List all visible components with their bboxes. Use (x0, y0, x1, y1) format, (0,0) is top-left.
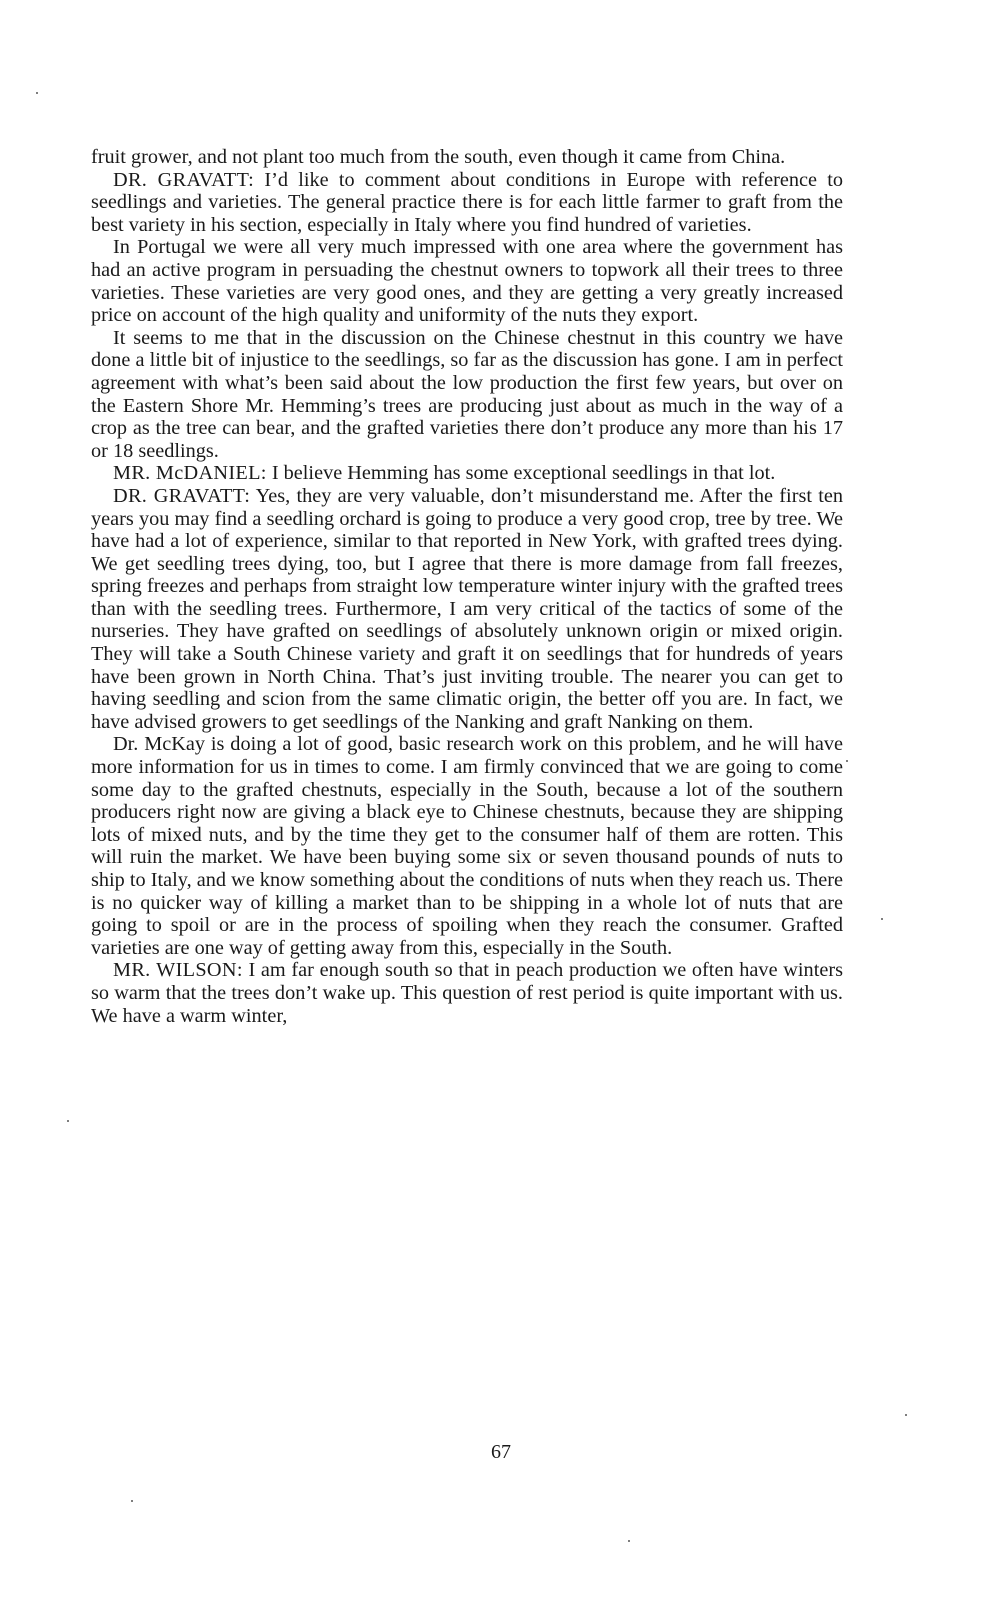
speaker-label: DR. GRAVATT: (113, 168, 255, 191)
scan-speck (881, 918, 883, 920)
paragraph-text: fruit grower, and not plant too much from the south, even though it came from China. (91, 146, 786, 168)
paragraph-5 (91, 462, 843, 485)
paragraph-1 (91, 146, 843, 169)
paragraph-3 (91, 236, 843, 326)
paragraph-text: Yes, they are very valuable, don’t misunderstand me. After the first ten years you may find a seedling orchard is going to produce a very good crop, tree by tree. We have had a lot of experience, similar to that reported in New York, with grafted trees dying. We get seedling trees dying, too, but I agree that there is more damage from fall freezes, spring freezes and perhaps from straight low temperature winter injury with the grafted trees than with the seedling trees. Furthermore, I am very critical of the tactics of some of the nurseries. They have grafted on seedlings of absolutely unknown origin or mixed origin. They will take a South Chinese variety and graft it on seedlings that for hundreds of years have been grown in North China. That’s just inviting trouble. The nearer you can get to having seedling and scion from the same climatic origin, the better off you are. In fact, we have advised growers to get seedlings of the Nanking and graft Nanking on them. (91, 484, 844, 733)
speaker-label: MR. McDANIEL: (113, 462, 267, 485)
body-text (91, 146, 843, 1027)
page-number: 67 (491, 1441, 511, 1463)
paragraph-2 (91, 169, 843, 237)
paragraph-text: I believe Hemming has some exceptional seedlings in that lot. (271, 462, 776, 485)
scan-speck (36, 92, 38, 94)
speaker-label: DR. GRAVATT: (113, 484, 251, 507)
paragraph-text: It seems to me that in the discussion on the Chinese chestnut in this country we have done a little bit of injustice to the seedlings, so far as the discussion has gone. I am in perfect agreement with what’s been said about the low production the first few years, but over on the Eastern Shore Mr. Hemming’s trees are producing just about as much in the way of a crop as the tree can bear, and the grafted varieties there don’t produce any more than his 17 or 18 seedlings. (91, 326, 843, 462)
paragraph-4 (91, 327, 843, 463)
paragraph-text: I am far enough south so that in peach production we often have winters so warm that the trees don’t wake up. This question of rest period is quite important with us. We have a warm winter, (91, 959, 843, 1027)
paragraph-6 (91, 485, 843, 734)
speaker-label: MR. WILSON: (113, 959, 243, 982)
paragraph-text: I’d like to comment about conditions in Europe with reference to seedlings and varieties. The general practice there is for each little farmer to graft from the best variety in his section, especially in Italy where you find hundred of varieties. (91, 168, 844, 236)
paragraph-7 (91, 733, 843, 959)
scan-speck (131, 1500, 133, 1502)
scan-speck (628, 1540, 630, 1542)
scan-speck (67, 1120, 69, 1122)
paragraph-text: Dr. McKay is doing a lot of good, basic research work on this problem, and he will have more information for us in times to come. I am firmly convinced that we are going to come some day to the grafted chestnuts, especially in the South, because a lot of the southern producers right now are giving a black eye to Chinese chestnuts, because they are shipping lots of mixed nuts, and by the time they get to the consumer half of them are rotten. This will ruin the market. We have been buying some six or seven thousand pounds of nuts to ship to Italy, and we know something about the conditions of nuts when they reach us. There is no quicker way of killing a market than to be shipping in a whole lot of nuts that are going to spoil or are in the process of spoiling when they reach the consumer. Grafted varieties are one way of getting away from this, especially in the South. (91, 733, 843, 959)
scan-speck (905, 1414, 907, 1416)
paragraph-text: In Portugal we were all very much impressed with one area where the government has had an active program in persuading the chestnut owners to topwork all their trees to three varieties. These varieties are very good ones, and they are getting a very greatly increased price on account of the high quality and uniformity of the nuts they export. (91, 236, 843, 327)
paragraph-8 (91, 959, 843, 1027)
scan-speck (846, 760, 848, 762)
